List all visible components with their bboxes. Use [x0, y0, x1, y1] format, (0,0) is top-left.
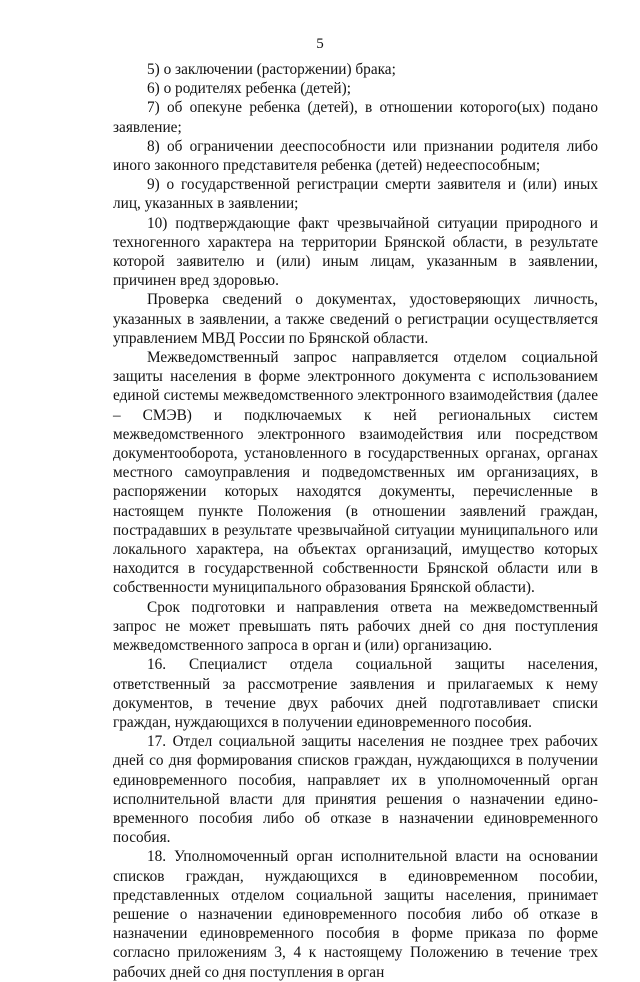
paragraph-item-6: 6) о родителях ребенка (детей);: [147, 80, 351, 98]
paragraph-item-8: 8) об ограничении дееспособности или признании родителя либо иного законного представителя ребенка (детей) недееспособным;: [113, 137, 598, 175]
paragraph-clause-16: 16. Специалист отдела социальной защиты населения, ответственный за рассмотрение заявления и прилагаемых к нему документов, в течение двух рабочих дней подготавливает списки граждан, нуждающихся в получении единовременного пособия.: [113, 656, 598, 731]
paragraph-response-deadline: Срок подготовки и направления ответа на межведомственный запрос не может превышать пять рабочих дней со дня поступления межведомственного запроса в орган и (или) организацию.: [113, 598, 598, 655]
page-number: 5: [316, 36, 324, 52]
paragraph-interagency-request: Межведомственный запрос направляется отделом социальной защиты населения в форме электронного документа с использованием единой системы межведомственного электронного взаимодействия (далее – СМЭВ) и подключаемых к ней региональных систем межведомственного электронного взаимодействия или посредством документооборота, установленного в государственных органах, органах местного самоуправления и подведомственных им организациях, в распоряжении которых находятся документы, перечисленные в настоящем пункте Положения (в отношении заявлений граждан, пострадавших в результате чрезвычайной ситуации муниципального или локального характера, на объектах организаций, имущество которых находится в государственной собственности Брянской области или в собственности муниципального образования Брянской области).: [113, 349, 598, 597]
paragraph-item-10: 10) подтверждающие факт чрезвычайной ситуации природного и техногенного характера на территории Брянской области, в результате которой заявителю и (или) иным лицам, указанным в заявлении, причинен вред здоровью.: [113, 214, 598, 290]
paragraph-item-5: 5) о заключении (расторжении) брака;: [147, 61, 396, 78]
paragraph-clause-18: 18. Уполномоченный орган исполнительной власти на основании списков граждан, нуждающихся в единовременном пособии, представленных отделом социальной защиты населения, принимает решение о назначении единовременного пособия либо об отказе в назначении единовременного пособия в форме приказа по форме согласно приложениям 3, 4 к настоящему Положению в течение трех рабочих дней со дня поступления в орган: [113, 848, 598, 981]
paragraph-item-7: 7) об опекуне ребенка (детей), в отношении которого(ых) подано заявление;: [113, 99, 598, 136]
paragraph-identity-check: Проверка сведений о документах, удостоверяющих личность, указанных в заявлении, а также сведений о регистрации осуществляется управлением МВД России по Брянской области.: [113, 291, 598, 347]
paragraph-clause-17: 17. Отдел социальной защиты населения не позднее трех рабочих дней со дня формирования списков граждан, нуждающихся в получении единовременного пособия, направляет их в уполномоченный орган исполнительной власти для принятия решения о назначении единовременного пособия либо об отказе в назначении единовременного пособия.: [113, 733, 598, 847]
paragraph-item-9: 9) о государственной регистрации смерти заявителя и (или) иных лиц, указанных в заявлении;: [113, 176, 598, 213]
document-body: [113, 60, 598, 982]
